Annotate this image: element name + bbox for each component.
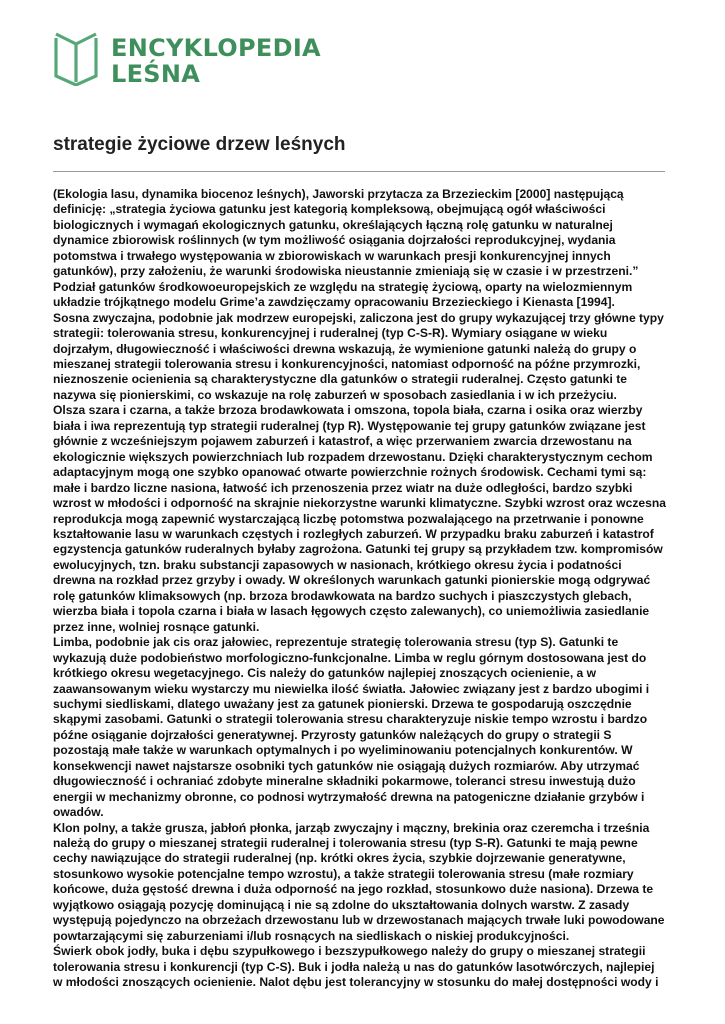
- article-paragraph: Świerk obok jodły, buka i dębu szypułkowego i bezszypułkowego należy do grupy o mieszanej strategii tolerowania stresu i konkurencji (typ C-S). Buk i jodła należą u nas do gatunków lasotwórczych, najlepiej w młodości znoszących ocienienie. Nalot dębu jest tolerancyjny w stosunku do małej dostępności wody i: [53, 944, 659, 990]
- logo-line-1: ENCYKLOPEDIA: [111, 34, 321, 62]
- article-body: [53, 187, 667, 991]
- page-title: strategie życiowe drzew leśnych: [53, 134, 346, 155]
- logo-wordmark: [111, 35, 321, 87]
- logo-line-2: LEŚNA: [111, 60, 201, 88]
- article-paragraph: (Ekologia lasu, dynamika biocenoz leśnych), Jaworski przytacza za Brzezieckim [2000] następującą definicję: „strategia życiowa gatunku jest kategorią kompleksową, obejmującą ogół właściwości biologicznych i wymagań ekologicznych gatunku, określających łączną rolę gatunku w naturalnej dynamice zbiorowisk roślinnych (w tym możliwość osiągania dojrzałości reprodukcyjnej, wydania potomstwa i trwałego występowania w zbiorowiskach w warunkach presji konkurencyjnej innych gatunków), przy założeniu, że warunki środowiska nieustannie zmieniają się w czasie i w przestrzeni.” Podział gatunków środkowoeuropejskich ze względu na strategię życiową, oparty na wielozmiennym układzie trójkątnego modelu Grime’a zawdzięczamy opracowaniu Brzezieckiego i Kienasta [1994].: [53, 187, 639, 310]
- article-paragraph: Klon polny, a także grusza, jabłoń płonka, jarząb zwyczajny i mączny, brekinia oraz czeremcha i trześnia należą do grupy o mieszanej strategii ruderalnej i tolerowania stresu (typ S-R). Gatunki te mają pewne cechy nawiązujące do strategii ruderalnej (np. krótki okres życia, szybkie dojrzewanie generatywne, stosunkowo wysokie potencjalne tempo wzrostu), a także strategii tolerowania stresu (małe rozmiary końcowe, duża gęstość drewna i duża odporność na jego rozkład, stosunkowo duże nasiona). Drzewa te wyjątkowo osiągają pozycję dominującą i nie są zdolne do ukształtowania dolnych warstw. Z zasady występują pojedynczo na obrzeżach drzewostanu lub w drzewostanach mających trwałe luki powodowane powtarzającymi się zaburzeniami i/lub rosnących na siedliskach o niskiej produkcyjności.: [53, 820, 665, 943]
- title-divider: [53, 171, 665, 172]
- site-logo[interactable]: [53, 32, 321, 87]
- article-paragraph: Limba, podobnie jak cis oraz jałowiec, reprezentuje strategię tolerowania stresu (typ S). Gatunki te wykazują duże podobieństwo morfologiczno-funkcjonalne. Limba w reglu górnym dostosowana jest do krótkiego okresu wegetacyjnego. Cis należy do gatunków najlepiej znoszących ocienienie, a w zaawansowanym wieku wystarczy mu niewielka ilość światła. Jałowiec związany jest z bardzo ubogimi i suchymi siedliskami, dlatego uważany jest za gatunek pionierski. Drzewa te gospodarują oszczędnie skąpymi zasobami. Gatunki o strategii tolerowania stresu charakteryzuje niskie tempo wzrostu i bardzo późne osiąganie dojrzałości generatywnej. Przyrosty gatunków należących do grupy o strategii S pozostają małe także w warunkach optymalnych i po wyeliminowaniu potencjalnych konkurentów. W konsekwencji nawet najstarsze osobniki tych gatunków nie osiągają dużych rozmiarów. Aby utrzymać długowieczność i ochraniać zdobyte mineralne składniki pokarmowe, toleranci stresu inwestują dużo energii w mechanizmy obronne, co podnosi wytrzymałość drewna na patogeniczne działanie grzybów i owadów.: [53, 635, 650, 820]
- article-paragraph: Olsza szara i czarna, a także brzoza brodawkowata i omszona, topola biała, czarna i osika oraz wierzby biała i iwa reprezentują typ strategii ruderalnej (typ R). Występowanie tej grupy gatunków związane jest głównie z wcześniejszym pojawem zaburzeń i katastrof, a więc przerwaniem zwarcia drzewostanu na ekologicznie większych powierzchniach lub rozpadem drzewostanu. Dzięki charakterystycznym cechom adaptacyjnym mogą one szybko opanować otwarte powierzchnie rożnych środowisk. Cechami tymi są: małe i bardzo liczne nasiona, łatwość ich przenoszenia przez wiatr na duże odległości, bardzo szybki wzrost w młodości i odporność na skrajnie niekorzystne warunki klimatyczne. Szybki wzrost oraz wczesna reprodukcja mogą zapewnić wystarczającą liczbę potomstwa pozwalającego na przetrwanie i ponowne kształtowanie lasu w warunkach częstych i rozległych zaburzeń. W przypadku braku zaburzeń i katastrof egzystencja gatunków ruderalnych byłaby zagrożona. Gatunki tej grupy są przykładem tzw. kompromisów ewolucyjnych, tzn. braku substancji zapasowych w nasionach, krótkiego okresu życia i podatności drewna na rozkład przez grzyby i owady. W określonych warunkach gatunki pionierskie mogą odgrywać rolę gatunków klimaksowych (np. brzoza brodawkowata na bardzo suchych i piaszczystych glebach, wierzba biała i topola czarna i biała w lasach łęgowych często zalewanych), co uniemożliwia zasiedlanie przez inne, wolniej rosnące gatunki.: [53, 403, 666, 634]
- article-paragraph: Sosna zwyczajna, podobnie jak modrzew europejski, zaliczona jest do grupy wykazującej trzy główne typy strategii: tolerowania stresu, konkurencyjnej i ruderalnej (typ C-S-R). Wymiary osiągane w wieku dojrzałym, długowieczność i właściwości drewna wskazują, że wymienione gatunki należą do grupy o mieszanej strategii tolerowania stresu i konkurencyjności, natomiast odporność na późne przymrozki, nieznoszenie ocienienia są charakterystyczne dla gatunków o strategii ruderalnej. Często gatunki te nazywa się pionierskimi, co wskazuje na rolę zaburzeń w sposobach zasiedlania i w ich przeżyciu.: [53, 310, 664, 402]
- open-book-icon: [53, 32, 99, 86]
